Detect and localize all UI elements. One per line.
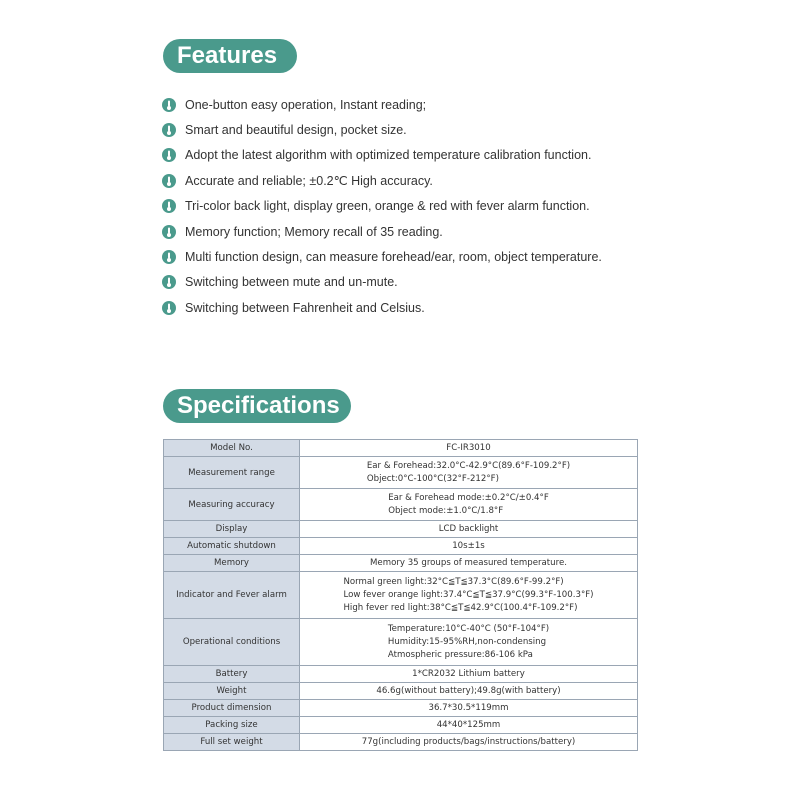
spec-row — [164, 538, 638, 555]
spec-key: Measurement range — [164, 457, 300, 489]
spec-value-line: LCD backlight — [438, 523, 499, 534]
spec-value-line: Atmospheric pressure:86-106 kPa — [387, 649, 533, 660]
spec-value — [300, 538, 638, 555]
spec-key: Packing size — [164, 717, 300, 734]
feature-item — [162, 244, 602, 269]
spec-value-line: Memory 35 groups of measured temperature. — [370, 557, 567, 568]
feature-text: Accurate and reliable; ±0.2℃ High accuracy. — [185, 174, 433, 189]
spec-value-line: Object mode:±1.0°C/1.8°F — [388, 505, 504, 516]
feature-item — [162, 270, 602, 295]
specifications-table — [163, 439, 638, 751]
spec-row — [164, 489, 638, 521]
spec-value-line: Ear & Forehead mode:±0.2°C/±0.4°F — [388, 492, 549, 503]
spec-key: Display — [164, 521, 300, 538]
spec-value-line: Low fever orange light:37.4°C≦T≦37.9°C(99.3°F-100.3°F) — [343, 589, 594, 600]
feature-text: Switching between Fahrenheit and Celsius. — [185, 300, 425, 315]
spec-key: Automatic shutdown — [164, 538, 300, 555]
feature-item — [162, 194, 602, 219]
spec-key: Full set weight — [164, 734, 300, 751]
feature-text: Memory function; Memory recall of 35 reading. — [185, 224, 443, 239]
spec-key: Product dimension — [164, 700, 300, 717]
feature-text: Switching between mute and un-mute. — [185, 275, 398, 290]
feature-item — [162, 168, 602, 193]
spec-value-line: Humidity:15-95%RH,non-condensing — [387, 636, 547, 647]
specifications-heading: Specifications — [163, 389, 351, 423]
spec-value-line: Ear & Forehead:32.0°C-42.9°C(89.6°F-109.2°F) — [366, 460, 571, 471]
thermometer-icon — [162, 275, 176, 289]
spec-value-line: Temperature:10°C-40°C (50°F-104°F) — [387, 623, 550, 634]
thermometer-icon — [162, 250, 176, 264]
feature-item — [162, 92, 602, 117]
spec-value-line: 44*40*125mm — [436, 719, 501, 730]
spec-value — [300, 700, 638, 717]
spec-row — [164, 521, 638, 538]
spec-value-line: Normal green light:32°C≦T≦37.3°C(89.6°F-99.2°F) — [343, 576, 564, 587]
spec-row — [164, 457, 638, 489]
features-list — [162, 92, 602, 321]
spec-value — [300, 521, 638, 538]
spec-value — [300, 572, 638, 619]
spec-value — [300, 555, 638, 572]
spec-row — [164, 572, 638, 619]
thermometer-icon — [162, 98, 176, 112]
spec-key: Weight — [164, 683, 300, 700]
feature-text: Smart and beautiful design, pocket size. — [185, 123, 407, 138]
spec-value-line: High fever red light:38°C≦T≦42.9°C(100.4°F-109.2°F) — [343, 602, 578, 613]
spec-value — [300, 440, 638, 457]
features-heading: Features — [163, 39, 297, 73]
feature-text: One-button easy operation, Instant reading; — [185, 97, 427, 112]
thermometer-icon — [162, 225, 176, 239]
spec-row — [164, 717, 638, 734]
spec-row — [164, 683, 638, 700]
spec-key: Measuring accuracy — [164, 489, 300, 521]
thermometer-icon — [162, 174, 176, 188]
feature-item — [162, 295, 602, 320]
spec-value-line: 10s±1s — [452, 540, 485, 551]
spec-value-line: Object:0°C-100°C(32°F-212°F) — [366, 473, 499, 484]
spec-value-line: 1*CR2032 Lithium battery — [412, 668, 525, 679]
spec-value — [300, 717, 638, 734]
feature-text: Multi function design, can measure forehead/ear, room, object temperature. — [185, 250, 602, 265]
thermometer-icon — [162, 123, 176, 137]
feature-text: Tri-color back light, display green, orange & red with fever alarm function. — [185, 199, 590, 214]
spec-key: Model No. — [164, 440, 300, 457]
feature-item — [162, 143, 602, 168]
spec-row — [164, 700, 638, 717]
spec-key: Memory — [164, 555, 300, 572]
spec-row — [164, 666, 638, 683]
spec-row — [164, 555, 638, 572]
spec-value — [300, 683, 638, 700]
spec-key: Indicator and Fever alarm — [164, 572, 300, 619]
spec-value — [300, 734, 638, 751]
feature-item — [162, 219, 602, 244]
thermometer-icon — [162, 148, 176, 162]
spec-row — [164, 619, 638, 666]
spec-value — [300, 489, 638, 521]
spec-value — [300, 457, 638, 489]
spec-value-line: FC-IR3010 — [446, 442, 491, 453]
spec-row — [164, 440, 638, 457]
thermometer-icon — [162, 301, 176, 315]
thermometer-icon — [162, 199, 176, 213]
spec-key: Operational conditions — [164, 619, 300, 666]
spec-value — [300, 666, 638, 683]
feature-text: Adopt the latest algorithm with optimized temperature calibration function. — [185, 148, 592, 163]
spec-value-line: 77g(including products/bags/instructions/battery) — [361, 736, 576, 747]
spec-value-line: 36.7*30.5*119mm — [428, 702, 509, 713]
feature-item — [162, 117, 602, 142]
spec-value-line: 46.6g(without battery);49.8g(with battery) — [376, 685, 561, 696]
spec-value — [300, 619, 638, 666]
spec-row — [164, 734, 638, 751]
spec-key: Battery — [164, 666, 300, 683]
